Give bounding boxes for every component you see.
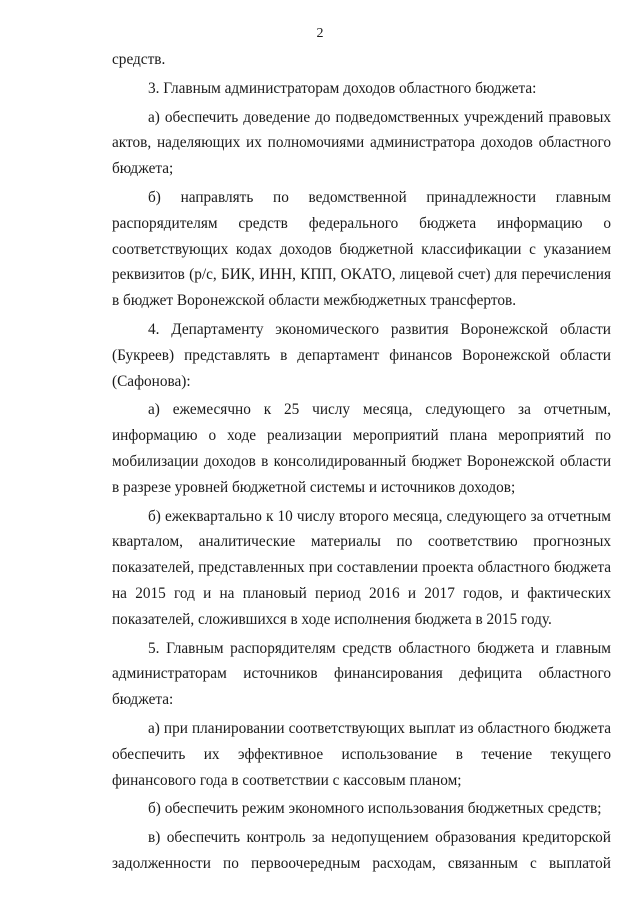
paragraph-item-5c: в) обеспечить контроль за недопущением образования кредиторской задолженности по первоочередным расходам, связанным с выплатой [112,829,611,872]
paragraph-item-3b: б) направлять по ведомственной принадлежности главным распорядителям средств федерального бюджета информацию о соответствующих кодах доходов бюджетной классификации с указанием реквизитов (р/с, БИК, ИНН, КПП, ОКАТО, лицевой счет) для перечисления в бюджет Воронежской области межбюджетных трансфертов. [112,188,611,310]
paragraph-item-5b: б) обеспечить режим экономного использования бюджетных средств; [148,800,602,818]
paragraph-item-3a: а) обеспечить доведение до подведомственных учреждений правовых актов, наделяющих их полномочиями администратора доходов областного бюджета; [112,108,611,178]
paragraph-item-4: 4. Департаменту экономического развития Воронежской области (Букреев) представлять в департамент финансов Воронежской области (Сафонова): [112,320,611,390]
document-body [112,47,611,877]
paragraph-continuation: средств. [112,51,166,68]
paragraph-item-5: 5. Главным распорядителям средств областного бюджета и главным администраторам источников финансирования дефицита областного бюджета: [112,639,611,709]
paragraph-item-4a: а) ежемесячно к 25 числу месяца, следующего за отчетным, информацию о ходе реализации мероприятий плана мероприятий по мобилизации доходов в консолидированный бюджет Воронежской области в разрезе уровней бюджетной системы и источников доходов; [112,401,611,496]
page-number: 2 [316,26,324,41]
paragraph-item-4b: б) ежеквартально к 10 числу второго месяца, следующего за отчетным кварталом, аналитические материалы по соответствию прогнозных показателей, представленных при составлении проекта областного бюджета на 2015 год и на плановый период 2016 и 2017 годов, и фактических показателей, сложившихся в ходе исполнения бюджета в 2015 году. [112,507,611,628]
paragraph-item-5a: а) при планировании соответствующих выплат из областного бюджета обеспечить их эффективное использование в течение текущего финансового года в соответствии с кассовым планом; [112,719,611,789]
paragraph-item-3: 3. Главным администраторам доходов областного бюджета: [148,79,537,97]
